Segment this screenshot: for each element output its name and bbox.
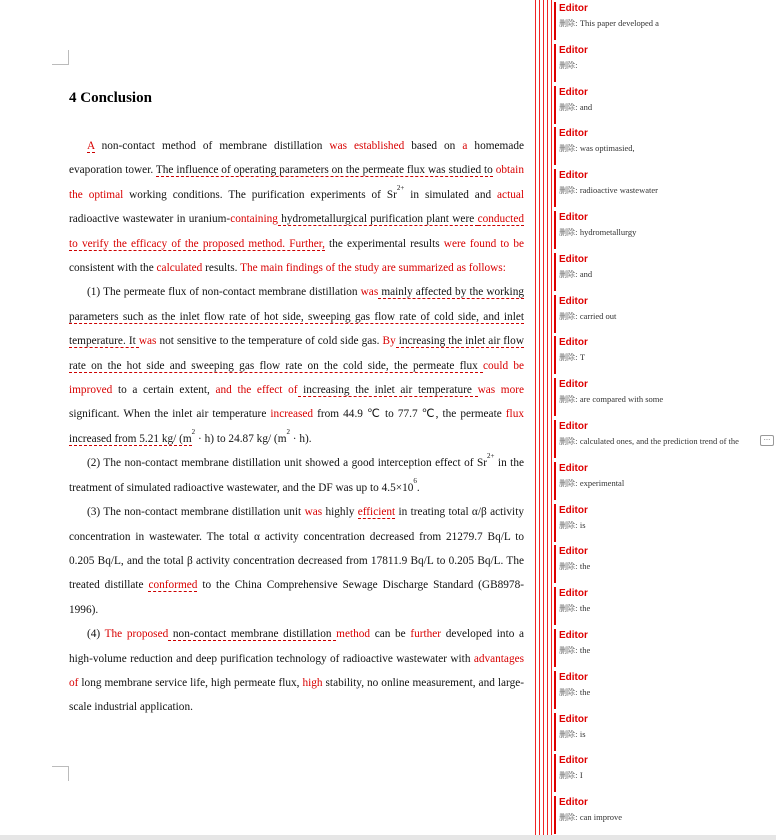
comment-author: Editor xyxy=(559,253,588,265)
deleted-text: hydrometallurgy xyxy=(577,227,637,237)
comment-balloon[interactable] xyxy=(554,211,776,249)
section-heading: 4 Conclusion xyxy=(69,90,152,106)
paragraph-2[interactable]: (1) The permeate flux of non-contact membrane distillation was mainly affected by the working parameters such as the inlet flow rate of hot side, sweeping gas flow rate of cold side, and inlet temperature. It was not sensitive to the temperature of cold side gas. By increasing the inlet air flow rate on the hot side and sweeping gas flow rate on the cold side, the permeate flux could be improved to a certain extent, and the effect of increasing the inlet air temperature was more significant. When the inlet air temperature increased from 44.9 ℃ to 77.7 ℃, the permeate flux increased from 5.21 kg/ $(m^2 \cdot h)$ to 24.87 kg/ $(m^2 \cdot h)$. xyxy=(69,286,524,445)
comment-text xyxy=(559,18,659,29)
comment-text xyxy=(559,603,590,614)
deletion-label: 删除: xyxy=(559,687,578,697)
comment-author: Editor xyxy=(559,462,588,474)
deleted-text: and xyxy=(577,101,593,112)
comment-author: Editor xyxy=(559,671,588,683)
deletion-label: 删除: xyxy=(559,646,578,655)
deletion-label: 删除: xyxy=(559,269,578,279)
horizontal-scrollbar[interactable] xyxy=(0,835,776,840)
comment-balloon[interactable] xyxy=(554,420,776,458)
deleted-text: can improve xyxy=(577,812,623,823)
comment-author: Editor xyxy=(559,755,588,767)
paragraph-4[interactable]: (3) The non-contact membrane distillation unit was highly efficient in treating total α/β activity concentration in wastewater. The total α activity concentration decreased from 21279.7 Bq/L to 0.205 Bq/L, and the total β activity concentration decreased from 17811.9 Bq/L to 0.205 Bq/L. The treated distillate conformed to the China Comprehensive Sewage Discharge Standard (GB8978-1996). xyxy=(69,506,524,616)
comment-balloon[interactable] xyxy=(554,336,776,374)
comment-author: Editor xyxy=(559,546,588,558)
comment-author: Editor xyxy=(559,337,588,349)
deletion-label: 删除: xyxy=(559,771,578,781)
comment-balloon[interactable] xyxy=(554,545,776,583)
comment-balloon[interactable] xyxy=(554,587,776,625)
comment-author: Editor xyxy=(559,44,588,56)
comment-author: Editor xyxy=(559,295,588,307)
comment-balloon[interactable] xyxy=(554,253,776,291)
deletion-label: 删除: xyxy=(559,144,578,154)
deletion-label: 删除: xyxy=(559,813,578,823)
crop-mark-top-left xyxy=(52,50,69,65)
comment-balloon[interactable] xyxy=(554,169,776,207)
comment-balloon[interactable] xyxy=(554,796,776,834)
comment-text xyxy=(559,311,616,322)
revision-connector-lines xyxy=(533,0,552,835)
deleted-text: is xyxy=(577,728,586,739)
deletion-label: 删除: xyxy=(559,395,578,405)
deletion-label: 删除: xyxy=(559,311,578,321)
deleted-text: carried out xyxy=(577,310,617,321)
deletion-label: 删除: xyxy=(559,729,578,739)
comment-author: Editor xyxy=(559,630,588,641)
comment-balloon[interactable] xyxy=(554,127,776,165)
comment-text xyxy=(559,60,578,71)
deleted-text: calculated ones, and the prediction trend of the xyxy=(577,436,739,446)
deletion-label: 删除: xyxy=(559,353,578,363)
comment-text xyxy=(559,227,636,238)
deleted-text: radioactive wastewater xyxy=(577,185,658,196)
paragraph-3[interactable]: (2) The non-contact membrane distillation unit showed a good interception effect of $Sr^{2+}$ in the treatment of simulated radioactive wastewater, and the DF was up to $4.5\times 10^6$. xyxy=(69,452,524,494)
deletion-label: 删除: xyxy=(559,478,578,488)
deletion-label: 删除: xyxy=(559,19,578,28)
paragraph-1[interactable]: A non-contact method of membrane distillation was established based on a homemade evaporation tower. The influence of operating parameters on the permeate flux was studied to obtain the optimal working conditions. The purification experiments of $Sr^{2+}$ in simulated and actual radioactive wastewater in uranium-containing hydrometallurgical purification plant were conducted to verify the efficacy of the proposed method. Further, the experimental results were found to be consistent with the calculated results. The main findings of the study are summarized as follows: xyxy=(69,140,525,275)
comment-text xyxy=(559,394,663,405)
comment-author: Editor xyxy=(559,212,588,223)
comment-balloon[interactable] xyxy=(554,713,776,751)
comment-text xyxy=(559,185,658,196)
deleted-text: I xyxy=(577,770,583,781)
comment-text xyxy=(559,561,590,572)
comment-balloon[interactable] xyxy=(554,754,776,792)
comment-balloon[interactable] xyxy=(554,671,776,709)
comment-balloon[interactable] xyxy=(554,44,776,82)
comment-text xyxy=(559,269,592,280)
comment-balloon[interactable] xyxy=(554,2,776,40)
comment-balloon[interactable] xyxy=(554,462,776,500)
comment-balloon[interactable] xyxy=(554,86,776,124)
comment-author: Editor xyxy=(559,379,588,391)
deletion-label: 删除: xyxy=(559,437,578,446)
comment-balloon[interactable] xyxy=(554,629,776,667)
comment-author: Editor xyxy=(559,421,588,432)
comment-author: Editor xyxy=(559,504,588,516)
deletion-label: 删除: xyxy=(559,60,578,70)
comment-text xyxy=(559,770,583,781)
comment-author: Editor xyxy=(559,797,588,809)
comment-text xyxy=(559,687,590,698)
deletion-label: 删除: xyxy=(559,186,578,196)
deletion-label: 删除: xyxy=(559,102,578,112)
crop-mark-bottom-left xyxy=(52,766,69,781)
deleted-text: the xyxy=(577,686,591,697)
deleted-text: is xyxy=(577,519,586,530)
deleted-text: the xyxy=(577,561,591,572)
deleted-text: was optimasied, xyxy=(577,143,635,154)
more-options-icon[interactable]: ··· xyxy=(760,435,774,446)
comment-author: Editor xyxy=(559,170,588,182)
comment-text xyxy=(559,436,739,447)
comment-text xyxy=(559,645,590,656)
comment-text xyxy=(559,143,635,154)
body-text[interactable] xyxy=(69,134,524,720)
deletion-label: 删除: xyxy=(559,604,578,614)
deletion-label: 删除: xyxy=(559,228,578,237)
deletion-label: 删除: xyxy=(559,562,578,572)
comment-author: Editor xyxy=(559,86,588,98)
deleted-text: are compared with some xyxy=(577,394,664,405)
deleted-text: T xyxy=(577,352,586,363)
comment-author: Editor xyxy=(559,588,588,600)
comment-text xyxy=(559,729,586,740)
deletion-label: 删除: xyxy=(559,520,578,530)
comment-balloon[interactable] xyxy=(554,378,776,416)
comment-author: Editor xyxy=(559,128,588,140)
deleted-text: This paper developed a xyxy=(577,18,659,28)
comment-author: Editor xyxy=(559,713,588,725)
comment-author: Editor xyxy=(559,3,588,14)
comment-text xyxy=(559,352,585,363)
comment-balloon[interactable] xyxy=(554,295,776,333)
paragraph-5[interactable]: (4) The proposed non-contact membrane distillation method can be further developed into a high-volume reduction and deep purification technology of radioactive wastewater with advantages of long membrane service life, high permeate flux, high stability, no online measurement, and large-scale industrial application. xyxy=(69,628,525,714)
comment-balloon[interactable] xyxy=(554,504,776,542)
deleted-text: experimental xyxy=(577,477,625,488)
deleted-text: the xyxy=(577,603,591,614)
comment-text xyxy=(559,478,624,489)
comment-text xyxy=(559,102,592,113)
deleted-text: and xyxy=(577,268,593,279)
comment-text xyxy=(559,520,586,531)
comment-text xyxy=(559,812,622,823)
deleted-text: the xyxy=(577,645,591,655)
